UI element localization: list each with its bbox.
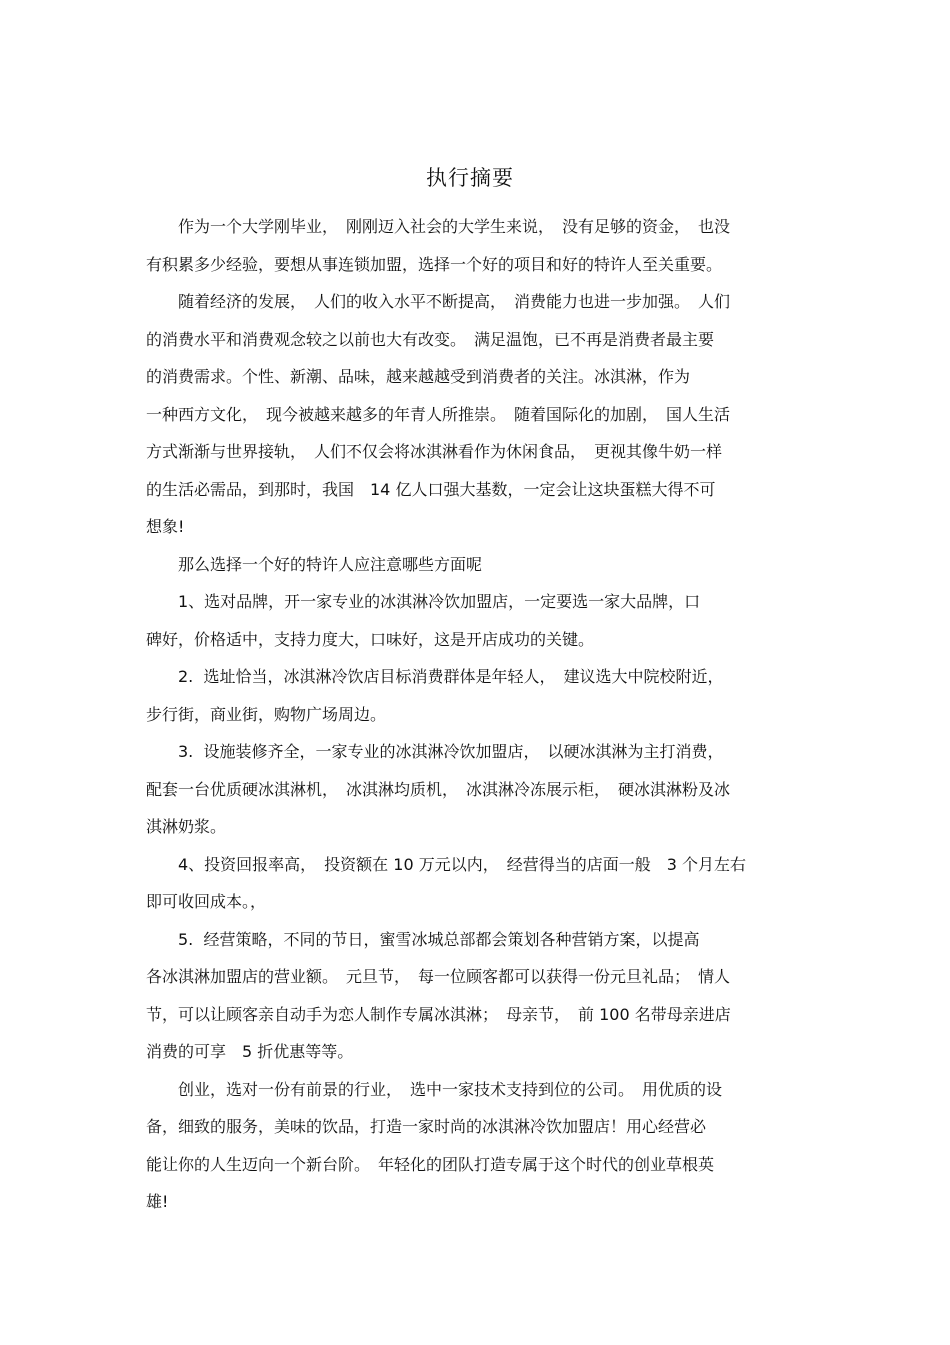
paragraph-point-5: 5. 经营策略，不同的节日，蜜雪冰城总部都会策划各种营销方案，以提高 各冰淇淋加盟店的营业额。 元旦节， 每一位顾客都可以获得一份元旦礼品； 情人 节，可以让顾客亲自动手为恋人制作专属冰淇淋； 母亲节， 前 100 名带母亲进店 消费的可享 5 折优惠等等。 xyxy=(146,929,731,1061)
paragraph-point-1: 1、选对品牌，开一家专业的冰淇淋冷饮加盟店，一定要选一家大品牌，口 碑好，价格适中，支持力度大，口味好，这是开店成功的关键。 xyxy=(146,592,701,649)
document-title: 执行摘要 xyxy=(426,166,514,190)
paragraph-intro: 作为一个大学刚毕业， 刚刚迈入社会的大学生来说， 没有足够的资金， 也没 有积累多少经验，要想从事连锁加盟，选择一个好的项目和好的特许人至关重要。 xyxy=(146,217,731,274)
paragraph-point-2: 2. 选址恰当，冰淇淋冷饮店目标消费群体是年轻人， 建议选大中院校附近， 步行街，商业街，购物广场周边。 xyxy=(146,667,724,724)
paragraph-point-3: 3. 设施装修齐全，一家专业的冰淇淋冷饮加盟店， 以硬冰淇淋为主打消费， 配套一台优质硬冰淇淋机， 冰淇淋均质机， 冰淇淋冷冻展示柜， 硬冰淇淋粉及冰 淇淋奶浆。 xyxy=(146,742,731,836)
paragraph-question: 那么选择一个好的特许人应注意哪些方面呢 xyxy=(146,554,483,574)
document-body xyxy=(146,208,811,1221)
paragraph-conclusion: 创业，选对一份有前景的行业， 选中一家技术支持到位的公司。 用优质的设 备，细致的服务，美味的饮品，打造一家时尚的冰淇淋冷饮加盟店！用心经营必 能让你的人生迈向一个新台阶。 年轻化的团队打造专属于这个时代的创业草根英 雄! xyxy=(146,1079,723,1211)
paragraph-economy: 随着经济的发展， 人们的收入水平不断提高， 消费能力也进一步加强。 人们 的消费水平和消费观念较之以前也大有改变。 满足温饱，已不再是消费者最主要 的消费需求。个性、新潮、品味，越来越越受到消费者的关注。冰淇淋，作为 一种西方文化， 现今被越来越多的年青人所推崇。 随着国际化的加剧， 国人生活 方式渐渐与世界接轨， 人们不仅会将冰淇淋看作为休闲食品， 更视其像牛奶一样 的生活必需品，到那时，我国 14 亿人口强大基数，一定会让这块蛋糕大得不可 想象! xyxy=(146,292,731,536)
paragraph-point-4: 4、投资回报率高， 投资额在 10 万元以内， 经营得当的店面一般 3 个月左右 即可收回成本。， xyxy=(146,854,746,911)
